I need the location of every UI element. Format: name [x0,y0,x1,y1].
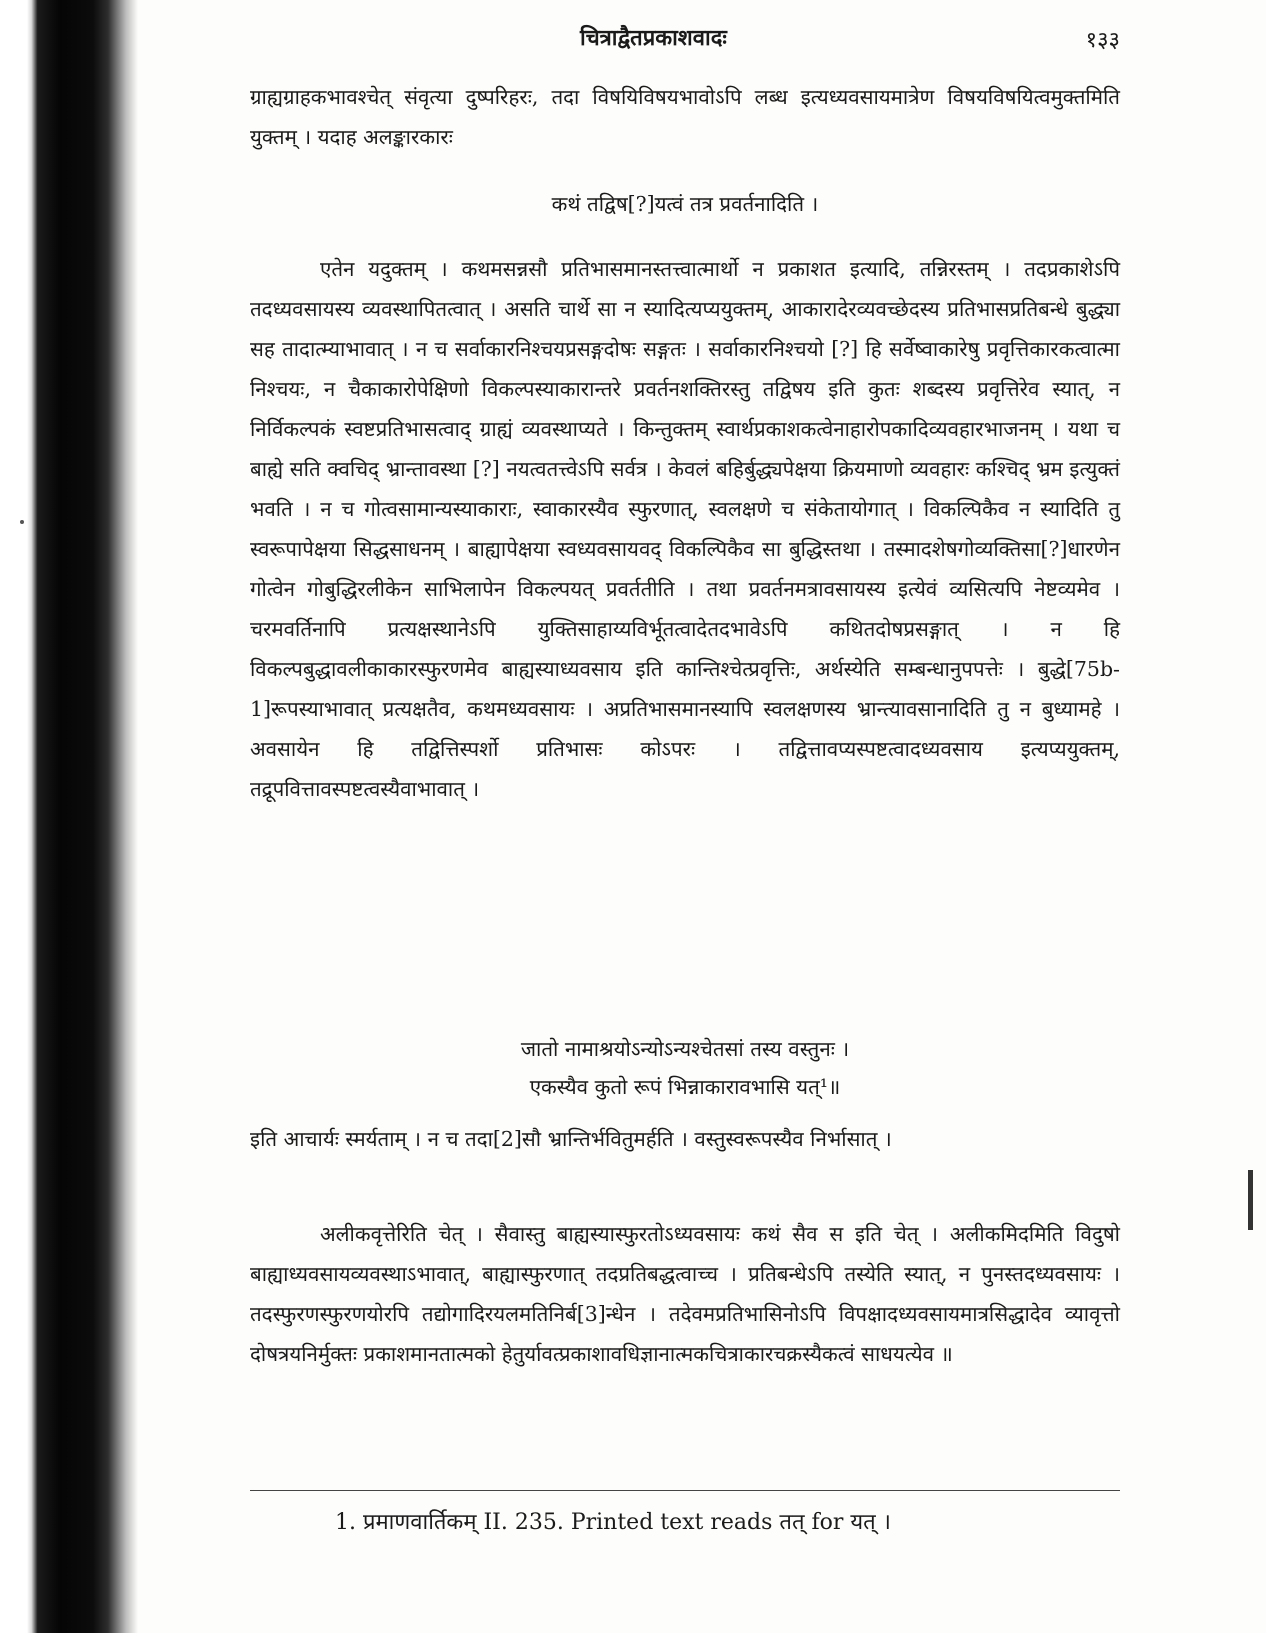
paragraph-1: ग्राह्यग्राहकभावश्चेत् संवृत्या दुष्परिहरः, तदा विषयिविषयभावोऽपि लब्ध इत्यध्यवसायमात्रेण विषयविषयित्वमुक्तमिति युक्तम् । यदाह अलङ्कारकारः [250,85,1120,149]
verse-2-line-1: जातो नामाश्रयोऽन्योऽन्यश्चेतसां तस्य वस्तुनः । [520,1037,850,1061]
page-header [250,22,1130,62]
running-title: चित्राद्वैतप्रकाशवादः [580,25,727,51]
paragraph-4: अलीकवृत्तेरिति चेत् । सैवास्तु बाह्यस्यास्फुरतोऽध्यवसायः कथं सैव स इति चेत् । अलीकमिदमिति विदुषो बाह्याध्यवसायव्यवस्थाऽभावात्, बाह्यास्फुरणात् तदप्रतिबद्धत्वाच्च । प्रतिबन्धेऽपि तस्येति स्यात्, न पुनस्तदध्यवसायः । तदस्फुरणस्फुरणयोरपि तद्योगादिरयलमतिनिर्ब[3]न्धेन । तदेवमप्रतिभासिनोऽपि विपक्षादध्यवसायमात्रसिद्धादेव व्यावृत्तो दोषत्रयनिर्मुक्तः प्रकाशमानतात्मको हेतुर्यावत्प्रकाशावधिज्ञानात्मकचित्राकारचक्रस्यैकत्वं साधयत्येव ॥ [250,1222,1120,1366]
scan-binding-shadow [0,0,150,1633]
footnote: 1. प्रमाणवार्तिकम् II. 235. Printed text reads तत् for यत् । [335,1510,892,1535]
paragraph-2: एतेन यदुक्तम् । कथमसन्नसौ प्रतिभासमानस्तत्त्वात्मार्थो न प्रकाशत इत्यादि, तन्निरस्तम् । तदप्रकाशेऽपि तदध्यवसायस्य व्यवस्थापितत्वात् । असति चार्थे सा न स्यादित्यप्ययुक्तम्, आकारादेरव्यवच्छेदस्य प्रतिभासप्रतिबन्धे बुद्ध्या सह तादात्म्याभावात् । न च सर्वाकारनिश्चयप्रसङ्गदोषः सङ्गतः । सर्वाकारनिश्चयो [?] हि सर्वेष्वाकारेषु प्रवृत्तिकारकत्वात्मा निश्चयः, न चैकाकारोपेक्षिणो विकल्पस्याकारान्तरे प्रवर्तनशक्तिरस्तु तद्विषय इति कुतः शब्दस्य प्रवृत्तिरेव स्यात्, न निर्विकल्पकं स्वष्टप्रतिभासत्वाद् ग्राह्यं व्यवस्थाप्यते । किन्तुक्तम् स्वार्थप्रकाशकत्वेनाहारोपकादिव्यवहारभाजनम् । यथा च बाह्ये सति क्वचिद् भ्रान्तावस्था [?] नयत्वतत्त्वेऽपि सर्वत्र । केवलं बहिर्बुद्ध्यपेक्षया क्रियमाणो व्यवहारः कश्चिद् भ्रम इत्युक्तं भवति । न च गोत्वसामान्यस्याकाराः, स्वाकारस्यैव स्फुरणात्, स्वलक्षणे च संकेतायोगात् । विकल्पिकैव न स्यादिति तु स्वरूपापेक्षया सिद्धसाधनम् । बाह्यापेक्षया स्वध्यवसायवद् विकल्पिकैव सा बुद्धिस्तथा । तस्मादशेषगोव्यक्तिसा[?]धारणेन गोत्वेन गोबुद्धिरलीकेन साभिलापेन विकल्पयत् प्रवर्ततीति । तथा प्रवर्तनमत्रावसायस्य इत्येवं व्यसित्यपि नेष्टव्यमेव । चरमवर्तिनापि प्रत्यक्षस्थानेऽपि युक्तिसाहाय्यविर्भूतत्वादेतदभावेऽपि कथितदोषप्रसङ्गात् । न हि विकल्पबुद्धावलीकाकारस्फुरणमेव बाह्यस्याध्यवसाय इति कान्तिश्चेत्प्रवृत्तिः, अर्थस्येति सम्बन्धानुपपत्तेः । बुद्धे[75b-1]रूपस्याभावात् प्रत्यक्षतैव, कथमध्यवसायः । अप्रतिभासमानस्यापि स्वलक्षणस्य भ्रान्त्यावसानादिति तु न बुध्यामहे । अवसायेन हि तद्वित्तिस्पर्शो प्रतिभासः कोऽपरः । तद्वित्तावप्यस्पष्टत्वादध्यवसाय इत्यप्ययुक्तम्, तद्रूपवित्तावस्पष्टत्वस्यैवाभावात् । [250,257,1120,801]
page-number: १३३ [1085,28,1120,53]
footnote-rule [250,1490,1120,1491]
scan-speck [20,520,24,524]
scan-edge-mark [1248,1170,1253,1230]
verse-2-line-2: एकस्यैव कुतो रूपं भिन्नाकारावभासि यत्¹॥ [529,1075,841,1099]
paragraph-3: इति आचार्यः स्मर्यताम् । न च तदा[2]सौ भ्रान्तिर्भवितुमर्हति । वस्तुस्वरूपस्यैव निर्भासात् । [250,1127,892,1151]
verse-1: कथं तद्विष[?]यत्वं तत्र प्रवर्तनादिति । [551,192,819,216]
